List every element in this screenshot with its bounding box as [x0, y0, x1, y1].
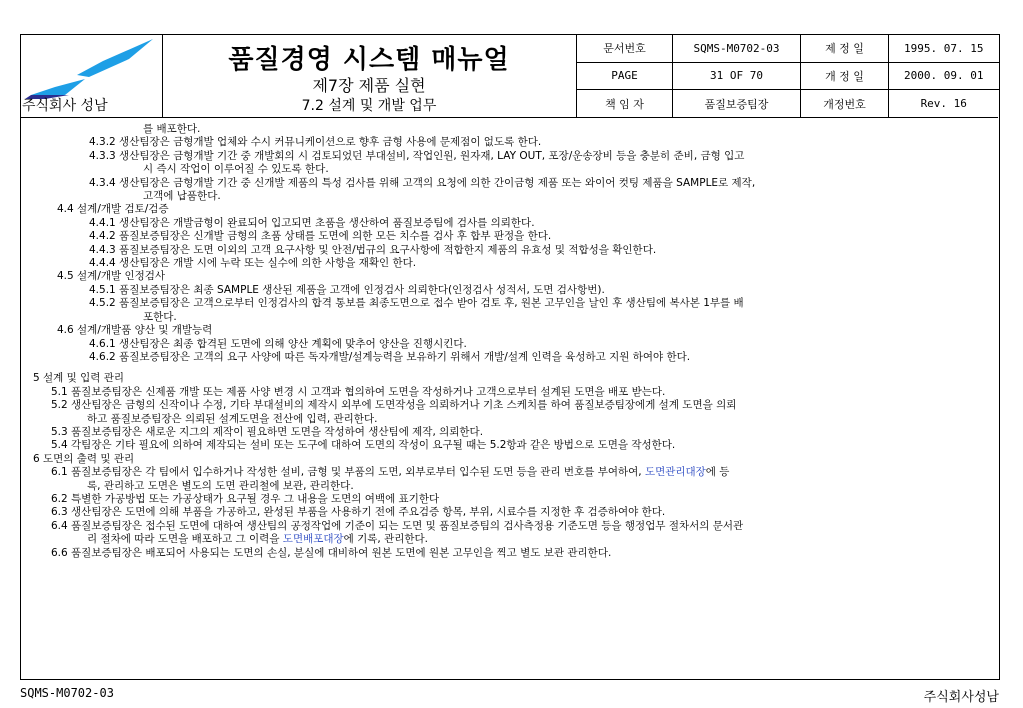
- text-line: 6.3 생산팀장은 도면에 의해 부품을 가공하고, 완성된 부품을 사용하기 전에 주요검증 항목, 부위, 시료수를 지정한 후 검증하여야 한다.: [51, 506, 666, 519]
- meta-value: SQMS-M0702-03: [673, 35, 801, 62]
- section-heading: 4.5 설계/개발 인정검사: [57, 270, 166, 283]
- meta-value: 2000. 09. 01: [889, 62, 999, 90]
- logo-cell: [21, 35, 163, 117]
- meta-label: 문서번호: [577, 35, 673, 62]
- text-line: [29, 466, 991, 479]
- text-line: 5.2 생산팀장은 금형의 신작이나 수정, 기타 부대설비의 제작시 외부에 도면작성을 의뢰하거나 기초 스케치를 하여 품질보증팀장에게 설계 도면을 의뢰: [51, 399, 737, 412]
- text-line: [29, 533, 991, 546]
- paragraph-gap: [29, 364, 991, 372]
- text-line: 4.6.2 품질보증팀장은 고객의 요구 사양에 따른 독자개발/설계능력을 보유하기 위해서 개발/설계 인력을 육성하고 지원 하여야 한다.: [89, 350, 691, 363]
- text-line: 시 즉시 작업이 이루어질 수 있도록 한다.: [143, 163, 329, 176]
- text-line: 6.4 품질보증팀장은 접수된 도면에 대하여 생산팀의 공정작업에 기준이 되는 도면 및 품질보증팀의 검사측정용 기준도면 등을 행정업무 절차서의 문서관: [51, 519, 744, 532]
- meta-row: [577, 62, 999, 90]
- meta-value: Rev. 16: [889, 90, 999, 117]
- text-line: 4.5.1 품질보증팀장은 최종 SAMPLE 생산된 제품을 고객에 인정검사 의뢰한다(인정검사 성적서, 도면 검사항번).: [89, 283, 605, 296]
- text-line: 4.4.2 품질보증팀장은 신개발 금형의 초품 상태를 도면에 의한 모든 치수를 검사 후 합부 판정을 한다.: [89, 230, 552, 243]
- meta-label: 개정번호: [801, 90, 889, 117]
- document-body: [29, 123, 991, 560]
- document-header: [21, 35, 998, 118]
- meta-row: [577, 90, 999, 117]
- text-line: 4.4.4 생산팀장은 개발 시에 누락 또는 실수에 의한 사항을 재확인 한다.: [89, 257, 417, 270]
- manual-page: [20, 34, 1000, 680]
- text-line: 하고 품질보증팀장은 의뢰된 설계도면을 전산에 입력, 관리한다.: [87, 412, 378, 425]
- text-line: 를 배포한다.: [143, 123, 201, 135]
- company-logo-icon: [25, 37, 157, 99]
- text-line: 4.3.3 생산팀장은 금형개발 기간 중 개발회의 시 검토되었던 부대설비, 작업인원, 원자재, LAY OUT, 포장/운송장비 등을 충분히 준비, 금형 입고: [89, 149, 745, 162]
- meta-row: [577, 35, 999, 62]
- chapter-title: 제7장 제품 실현: [312, 76, 426, 95]
- footer-company: 주식회사성남: [923, 690, 999, 705]
- text-line: 5.3 품질보증팀장은 새로운 지그의 제작이 필요하면 도면을 작성하여 생산팀에 제작, 의뢰한다.: [51, 425, 484, 438]
- meta-label: 개 정 일: [801, 62, 889, 90]
- meta-value: 품질보증팀장: [673, 90, 801, 117]
- text-segment: 6.1 품질보증팀장은 각 팀에서 입수하거나 작성한 설비, 금형 및 부품의 도면, 외부로부터 입수된 도면 등을 관리 번호를 부여하여,: [51, 466, 645, 479]
- drawing-distribution-link[interactable]: 도면배포대장: [282, 533, 344, 546]
- text-line: 포한다.: [143, 310, 177, 323]
- chapter-heading: 5 설계 및 입력 관리: [33, 372, 125, 385]
- text-line: 4.5.2 품질보증팀장은 고객으로부터 인정검사의 합격 통보를 최종도면으로 접수 받아 검토 후, 원본 고무인을 날인 후 생산팀에 복사본 1부를 배: [89, 297, 744, 310]
- manual-title: 품질경영 시스템 매뉴얼: [228, 45, 510, 75]
- company-name: 주식회사 성남: [22, 98, 108, 114]
- text-line: 4.3.4 생산팀장은 금형개발 기간 중 신개발 제품의 특성 검사를 위해 고객의 요청에 의한 간이금형 제품 또는 와이어 컷팅 제품을 SAMPLE로 제작,: [89, 176, 756, 189]
- section-heading: 4.4 설계/개발 검토/검증: [57, 203, 169, 216]
- drawing-register-link[interactable]: 도면관리대장: [644, 466, 706, 479]
- footer-doc-number: SQMS-M0702-03: [20, 686, 114, 700]
- text-line: 4.3.2 생산팀장은 금형개발 업체와 수시 커뮤니케이션으로 향후 금형 사용에 문제점이 없도록 한다.: [89, 136, 542, 149]
- meta-label: 책 임 자: [577, 90, 673, 117]
- text-line: 5.4 각팀장은 기타 필요에 의하여 제작되는 설비 또는 도구에 대하여 도면의 작성이 요구될 때는 5.2항과 같은 방법으로 도면을 작성한다.: [51, 439, 676, 452]
- text-segment: 리 절차에 따라 도면을 배포하고 그 이력을: [87, 533, 283, 546]
- text-line: 4.4.3 품질보증팀장은 도면 이외의 고객 요구사항 및 안전/법규의 요구사항에 적합한지 제품의 유효성 및 적합성을 확인한다.: [89, 243, 657, 256]
- meta-value: 31 OF 70: [673, 62, 801, 90]
- section-heading: 4.6 설계/개발품 양산 및 개발능력: [57, 324, 213, 337]
- text-segment: 에 기록, 관리한다.: [343, 533, 429, 546]
- text-line: 6.6 품질보증팀장은 배포되어 사용되는 도면의 손실, 분실에 대비하여 원본 도면에 원본 고무인을 찍고 별도 보관 관리한다.: [51, 546, 612, 559]
- section-title: 7.2 설계 및 개발 업무: [301, 98, 437, 114]
- meta-label: 제 정 일: [801, 35, 889, 62]
- text-line: 6.2 특별한 가공방법 또는 가공상태가 요구될 경우 그 내용을 도면의 여백에 표기한다: [51, 492, 440, 505]
- meta-value: 1995. 07. 15: [889, 35, 999, 62]
- text-line: 4.6.1 생산팀장은 최종 합격된 도면에 의해 양산 계획에 맞추어 양산을 진행시킨다.: [89, 337, 467, 350]
- text-line: 5.1 품질보증팀장은 신제품 개발 또는 제품 사양 변경 시 고객과 협의하여 도면을 작성하거나 고객으로부터 설계된 도면을 배포 받는다.: [51, 385, 666, 398]
- text-line: 록, 관리하고 도면은 별도의 도면 관리철에 보관, 관리한다.: [87, 479, 354, 492]
- meta-label: PAGE: [577, 62, 673, 90]
- text-line: 4.4.1 생산팀장은 개발금형이 완료되어 입고되면 초품을 생산하여 품질보증팀에 검사를 의뢰한다.: [89, 216, 535, 229]
- text-segment: 에 등: [705, 466, 730, 479]
- title-cell: [162, 35, 577, 117]
- document-meta-table: [576, 35, 999, 117]
- chapter-heading: 6 도면의 출력 및 관리: [33, 452, 135, 465]
- text-line: 고객에 납품한다.: [143, 190, 221, 203]
